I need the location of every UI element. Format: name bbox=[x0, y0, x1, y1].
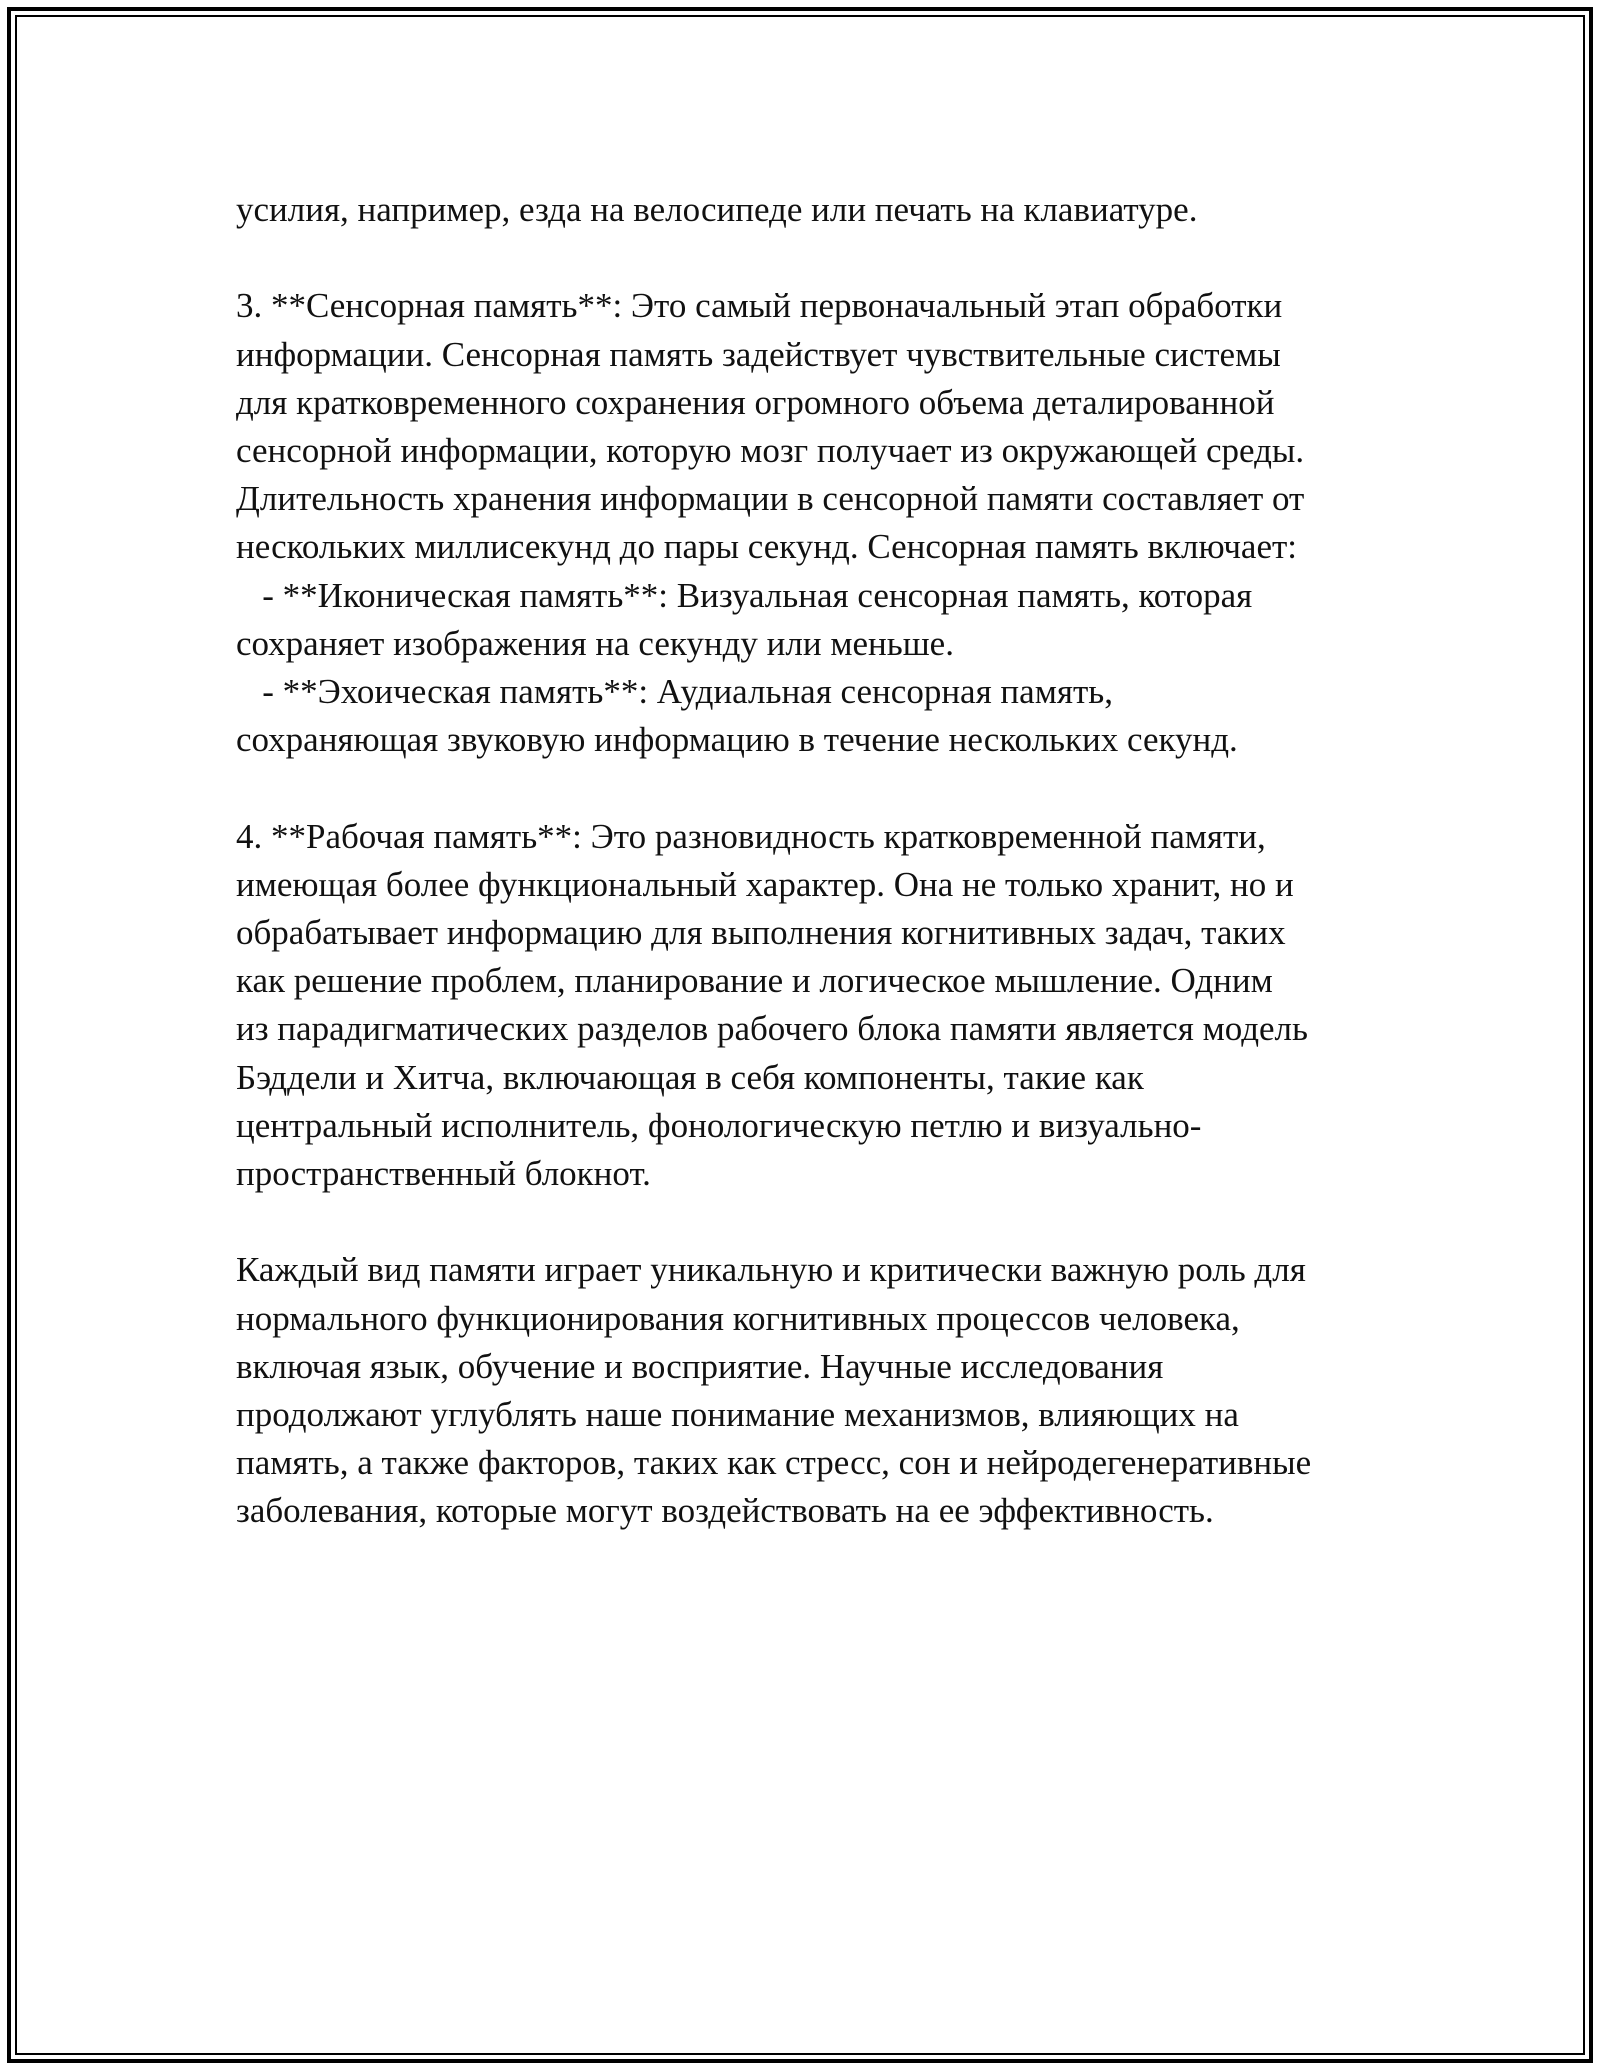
paragraph-spacer bbox=[236, 1198, 1386, 1246]
text-line: информации. Сенсорная память задействует чувствительные системы bbox=[236, 334, 1281, 374]
paragraph-working-memory bbox=[236, 813, 1386, 1199]
text-line: 3. **Сенсорная память**: Это самый первоначальный этап обработки bbox=[236, 286, 1283, 326]
text-line: обрабатывает информацию для выполнения когнитивных задач, таких bbox=[236, 913, 1286, 953]
text-line: сохраняет изображения на секунду или меньше. bbox=[236, 623, 954, 663]
paragraph-conclusion bbox=[236, 1246, 1386, 1535]
text-line: Бэддели и Хитча, включающая в себя компоненты, такие как bbox=[236, 1057, 1144, 1097]
text-line: как решение проблем, планирование и логическое мышление. Одним bbox=[236, 961, 1273, 1001]
paragraph-spacer bbox=[236, 764, 1386, 812]
text-line: имеющая более функциональный характер. Она не только хранит, но и bbox=[236, 864, 1294, 904]
paragraph bbox=[236, 186, 1386, 234]
text-line: 4. **Рабочая память**: Это разновидность кратковременной памяти, bbox=[236, 816, 1266, 856]
text-line: нескольких миллисекунд до пары секунд. Сенсорная память включает: bbox=[236, 527, 1298, 567]
paragraph-sensory-memory bbox=[236, 282, 1386, 764]
text-line: Длительность хранения информации в сенсорной памяти составляет от bbox=[236, 479, 1305, 519]
text-line: включая язык, обучение и восприятие. Научные исследования bbox=[236, 1346, 1164, 1386]
text-line: заболевания, которые могут воздействовать на ее эффективность. bbox=[236, 1491, 1214, 1531]
text-line: память, а также факторов, таких как стресс, сон и нейродегенеративные bbox=[236, 1443, 1312, 1483]
text-line: усилия, например, езда на велосипеде или печать на клавиатуре. bbox=[236, 190, 1198, 229]
document-body bbox=[236, 186, 1386, 1536]
text-line: - **Эхоическая память**: Аудиальная сенсорная память, bbox=[236, 672, 1113, 712]
text-line: сенсорной информации, которую мозг получает из окружающей среды. bbox=[236, 431, 1305, 470]
paragraph-spacer bbox=[236, 234, 1386, 282]
text-line: - **Иконическая память**: Визуальная сенсорная память, которая bbox=[236, 575, 1253, 615]
text-line: центральный исполнитель, фонологическую петлю и визуально- bbox=[236, 1105, 1202, 1145]
text-line: пространственный блокнот. bbox=[236, 1154, 651, 1194]
text-line: из парадигматических разделов рабочего блока памяти является модель bbox=[236, 1009, 1308, 1049]
text-line: Каждый вид памяти играет уникальную и критически важную роль для bbox=[236, 1250, 1306, 1290]
text-line: продолжают углублять наше понимание механизмов, влияющих на bbox=[236, 1395, 1239, 1435]
text-line: нормального функционирования когнитивных процессов человека, bbox=[236, 1298, 1240, 1338]
text-line: сохраняющая звуковую информацию в течение нескольких секунд. bbox=[236, 720, 1238, 760]
text-line: для кратковременного сохранения огромного объема деталированной bbox=[236, 382, 1275, 422]
